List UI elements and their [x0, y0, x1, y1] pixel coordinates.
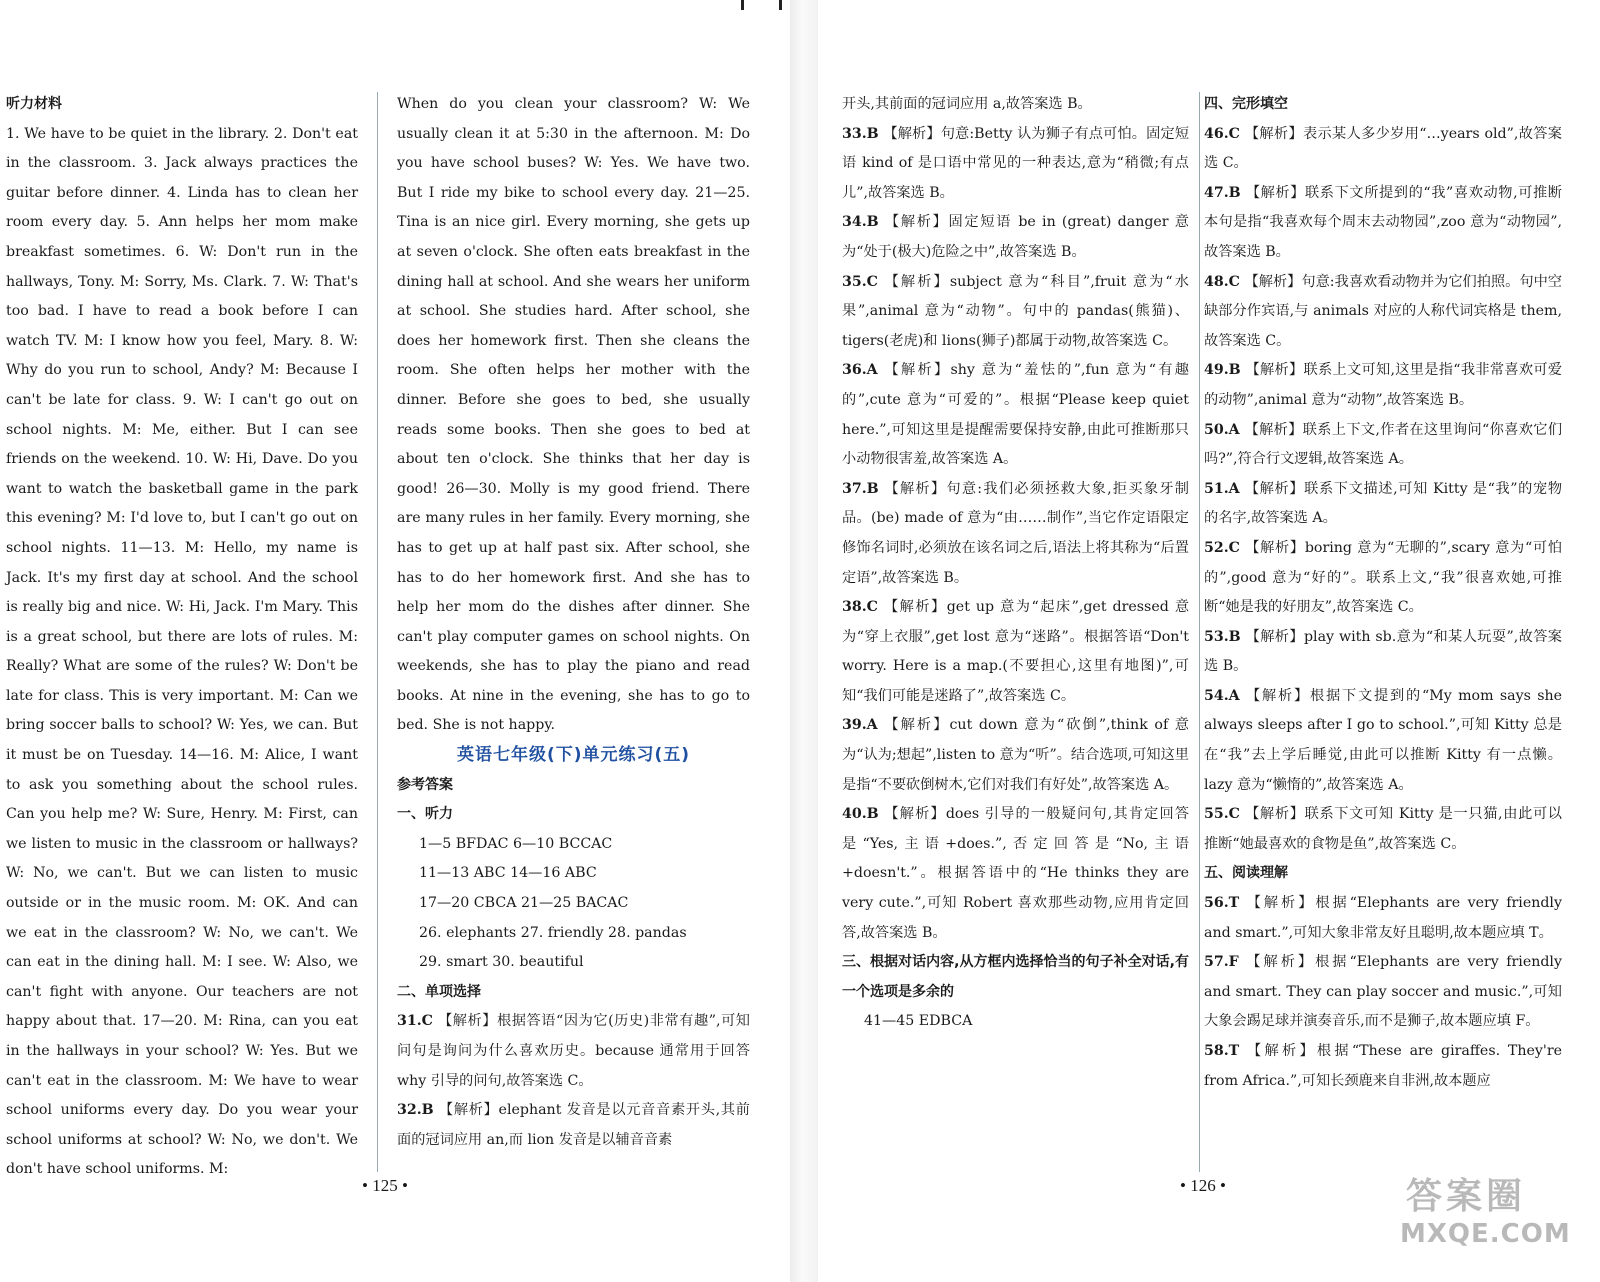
left-page	[0, 0, 790, 1282]
answer-item	[1204, 120, 1562, 179]
explanation: 【解析】shy 意为“羞怯的”,fun 意为“有趣的”,cute 意为“可爱的”。根据“Please keep quiet here.”,可知这里是提醒需要保持安静,由此可推断那只小动物很害羞,故答案选 A。	[842, 362, 1189, 468]
explanation: 开头,其前面的冠词应用 a,故答案选 B。	[842, 96, 1092, 112]
question-number: 38.C	[842, 599, 878, 616]
explanation: 【解析】根据“Elephants are very friendly and smart. They can play soccer and music.”,可知大象会踢足球并演奏音乐,而不是狮子,故本题应填 F。	[1204, 954, 1562, 1030]
question-number: 34.B	[842, 214, 879, 231]
answer-item	[842, 475, 1189, 593]
explanation: 【解析】cut down 意为“砍倒”,think of 意为“认为;想起”,listen to 意为“听”。结合选项,可知这里是指“不要砍倒树木,它们对我们有好处”,故答案选 A。	[842, 717, 1189, 793]
explanation: 【解析】句意:Betty 认为狮子有点可怕。固定短语 kind of 是口语中常见的一种表达,意为“稍微;有点儿”,故答案选 B。	[842, 125, 1190, 201]
question-number: 33.B	[842, 125, 879, 142]
answer-item	[842, 268, 1189, 357]
answer-item	[1204, 682, 1562, 800]
question-number: 50.A	[1204, 421, 1240, 438]
column-divider	[377, 92, 378, 1172]
explanation: 【解析】表示某人多少岁用“…years old”,故答案选 C。	[1204, 125, 1562, 172]
question-number: 55.C	[1204, 806, 1240, 823]
listening-transcript: 1. We have to be quiet in the library. 2. Don't eat in the classroom. 3. Jack always practices the guitar before dinner. 4. Linda has to clean her room every day. 5. Ann helps her mom make breakfast sometimes. 6. W: Don't run in the hallways, Tony. M: Sorry, Ms. Clark. 7. W: That's too bad. I have to read a book before I can watch TV. M: I know how you feel, Mary. 8. W: Why do you run to school, Andy? M: Because I can't be late for class. 9. W: I can't go out on school nights. M: Me, either. But I can see friends on the weekend. 10. W: Hi, Dave. Do you want to watch the basketball game in the park this evening? M: I'd love to, but I can't go out on school nights. 11—13. M: Hello, my name is Jack. It's my first day at school. And the school is really big and nice. W: Hi, Jack. I'm Mary. This is a great school, but there are lots of rules. M: Really? What are some of the rules? W: Don't be late for class. This is very important. M: Can we bring soccer balls to school? W: Yes, we can. But it must be on Tuesday. 14—16. M: Alice, I want to ask you something about the school rules. Can you help me? W: Sure, Henry. M: First, can we listen to music in the classroom or hallways? W: No, we can't. But we can listen to music outside or in the music room. M: OK. And can we eat in the classroom? W: No, we can't. We can eat in the dining hall. M: I see. W: Also, we can't fight with anyone. Our teachers are not happy about that. 17—20. M: Rina, can you eat in the hallways in your school? W: Yes. But we can't eat in the classroom. M: We have to wear school uniforms every day. Do you wear your school uniforms at school? W: No, we don't. We don't have school uniforms. M:	[6, 125, 358, 1178]
answer-item	[842, 711, 1189, 800]
explanation: 【解析】根据“These are giraffes. They're from Africa.”,可知长颈鹿来自非洲,故本题应	[1204, 1043, 1562, 1089]
explanation: 【解析】does 引导的一般疑问句,其肯定回答是“Yes,主语+does.”,否定回答是“No,主语+doesn't.”。根据答语中的“He thinks they are very cute.”,可知 Robert 喜欢那些动物,应用肯定回答,故答案选 B。	[842, 806, 1189, 941]
answer-item	[397, 1096, 750, 1155]
question-number: 31.C	[397, 1013, 433, 1030]
question-number: 40.B	[842, 806, 879, 823]
answer-item	[397, 1007, 750, 1096]
explanation: 【解析】根据下文提到的“My mom says she always sleeps after I go to school.”,可知 Kitty 总是在“我”去上学后睡觉,由此可以推断 Kitty 有一点懒。lazy 意为“懒惰的”,故答案选 A。	[1204, 687, 1563, 793]
left-column-1	[6, 90, 358, 1185]
answer-item	[842, 593, 1189, 711]
answer-item	[1204, 534, 1562, 623]
answer-list	[1204, 889, 1562, 1096]
question-number: 49.B	[1204, 362, 1241, 379]
listening-transcript-continued: When do you clean your classroom? W: We usually clean it at 5:30 in the afternoon. M: Do you have school buses? W: Yes. We have two. But I ride my bike to school every day. 21—25. Tina is an nice girl. Every morning, she gets up at seven o'clock. She often eats breakfast in the dining hall at school. And she wears her uniform at school. She studies hard. After school, she does her homework first. Then she cleans the room. She often helps her mother with the dinner. Before she goes to bed, she usually reads some books. Then she goes to bed at about ten o'clock. She thinks that her day is good! 26—30. Molly is my good friend. There are many rules in her family. Every morning, she has to get up at half past six. After school, she has to do her homework first. And she has to help her mom do the dishes after dinner. She can't play computer games on school nights. On weekends, she has to play the piano and read books. At nine in the evening, she has to go to bed. She is not happy.	[397, 96, 750, 734]
answer-item	[1204, 179, 1562, 268]
right-column-1	[842, 90, 1189, 1037]
section-heading: 二、单项选择	[397, 983, 481, 1000]
question-number: 57.F	[1204, 954, 1239, 971]
explanation: 【解析】联系上下文,作者在这里询问“你喜欢它们吗?”,符合行文逻辑,故答案选 A。	[1204, 421, 1563, 468]
section-heading: 三、根据对话内容,从方框内选择恰当的句子补全对话,有一个选项是多余的	[842, 954, 1189, 1000]
explanation: 【解析】句意:我们必须拯救大象,拒买象牙制品。(be) made of 意为“由……制作”,当它作定语限定修饰名词时,必须放在该名词之后,语法上将其称为“后置定语”,故答案选 B。	[842, 480, 1189, 586]
explanation: 【解析】elephant 发音是以元音音素开头,其前面的冠词应用 an,而 lion 发音是以辅音音素	[397, 1102, 750, 1148]
explanation: 【解析】根据答语“因为它(历史)非常有趣”,可知问句是询问为什么喜欢历史。because 通常用于回答 why 引导的问句,故答案选 C。	[397, 1013, 750, 1089]
question-number: 53.B	[1204, 628, 1241, 645]
answer-item	[842, 800, 1189, 948]
answer-list	[842, 120, 1189, 949]
answer-item	[1204, 475, 1562, 534]
explanation: 【解析】固定短语 be in (great) danger 意为“处于(极大)危险之中”,故答案选 B。	[842, 214, 1189, 260]
explanation: 【解析】get up 意为“起床”,get dressed 意为“穿上衣服”,get lost 意为“迷路”。根据答语“Don't worry. Here is a map.(不要担心,这里有地图)”,可知“我们可能是迷路了”,故答案选 C。	[842, 599, 1190, 704]
question-number: 56.T	[1204, 895, 1240, 912]
left-column-2	[397, 90, 750, 1155]
section-heading: 一、听力	[397, 806, 453, 823]
answer-line: 11—13 ABC 14—16 ABC	[419, 865, 597, 882]
explanation: 【解析】句意:我喜欢看动物并为它们拍照。句中空缺部分作宾语,与 animals 对应的人称代词宾格是 them,故答案选 C。	[1204, 273, 1562, 349]
explanation: 【解析】联系下文可知 Kitty 是一只猫,由此可以推断“她最喜欢的食物是鱼”,故答案选 C。	[1204, 806, 1562, 852]
explanation: 【解析】联系下文所提到的“我”喜欢动物,可推断本句是指“我喜欢每个周末去动物园”,zoo 意为“动物园”,故答案选 B。	[1204, 184, 1562, 260]
unit-title: 英语七年级(下)单元练习(五)	[456, 745, 691, 766]
explanation: 【解析】根据“Elephants are very friendly and smart.”,可知大象非常友好且聪明,故本题应填 T。	[1204, 895, 1562, 941]
page-number: • 126 •	[1180, 1176, 1226, 1195]
answer-item	[1204, 948, 1562, 1037]
question-number: 36.A	[842, 362, 878, 379]
question-number: 39.A	[842, 717, 878, 734]
answer-item	[1204, 623, 1562, 682]
answer-item	[1204, 356, 1562, 415]
question-number: 51.A	[1204, 480, 1240, 497]
section-heading: 听力材料	[6, 96, 62, 112]
column-divider	[1199, 92, 1200, 1172]
answer-item	[842, 356, 1189, 474]
question-number: 35.C	[842, 273, 878, 290]
question-number: 52.C	[1204, 539, 1240, 556]
question-number: 47.B	[1204, 184, 1241, 201]
answer-item	[1204, 268, 1562, 357]
answer-item	[1204, 889, 1562, 948]
explanation: 【解析】play with sb.意为“和某人玩耍”,故答案选 B。	[1204, 628, 1562, 675]
answer-line: 1—5 BFDAC 6—10 BCCAC	[419, 835, 613, 852]
explanation: 【解析】subject 意为“科目”,fruit 意为“水果”,animal 意为“动物”。句中的 pandas(熊猫)、tigers(老虎)和 lions(狮子)都属于动物,故答案选 C。	[842, 273, 1189, 349]
answer-line: 26. elephants 27. friendly 28. pandas	[419, 924, 687, 941]
answer-list	[1204, 120, 1562, 860]
question-number: 46.C	[1204, 125, 1240, 142]
answer-line: 17—20 CBCA 21—25 BACAC	[419, 895, 629, 912]
watermark-title: 答案圈	[1406, 1176, 1527, 1217]
watermark-logo	[1400, 1168, 1590, 1268]
question-number: 54.A	[1204, 687, 1240, 704]
right-column-2	[1204, 90, 1562, 1096]
answer-line: 41—45 EDBCA	[864, 1013, 973, 1030]
question-number: 48.C	[1204, 273, 1240, 290]
answer-item	[1204, 800, 1562, 859]
answer-item	[1204, 1037, 1562, 1096]
question-number: 58.T	[1204, 1043, 1240, 1059]
answer-line: 29. smart 30. beautiful	[419, 954, 584, 971]
answer-item	[842, 120, 1189, 209]
question-number: 32.B	[397, 1102, 434, 1119]
question-number: 37.B	[842, 480, 879, 497]
explanation: 【解析】联系上文可知,这里是指“我非常喜欢可爱的动物”,animal 意为“动物”,故答案选 B。	[1204, 362, 1563, 408]
answer-item	[1204, 416, 1562, 475]
right-page	[818, 0, 1600, 1282]
explanation: 【解析】boring 意为“无聊的”,scary 意为“可怕的”,good 意为“好的”。联系上文,“我”很喜欢她,可推断“她是我的好朋友”,故答案选 C。	[1204, 539, 1563, 616]
section-heading: 五、阅读理解	[1204, 865, 1288, 882]
watermark-url: MXQE.COM	[1400, 1219, 1571, 1249]
explanation: 【解析】联系下文描述,可知 Kitty 是“我”的宠物的名字,故答案选 A。	[1204, 480, 1563, 527]
answer-item	[842, 208, 1189, 267]
book-gutter	[790, 0, 818, 1282]
page-number: • 125 •	[362, 1176, 408, 1195]
section-heading: 四、完形填空	[1204, 96, 1288, 112]
answers-heading: 参考答案	[397, 776, 453, 793]
